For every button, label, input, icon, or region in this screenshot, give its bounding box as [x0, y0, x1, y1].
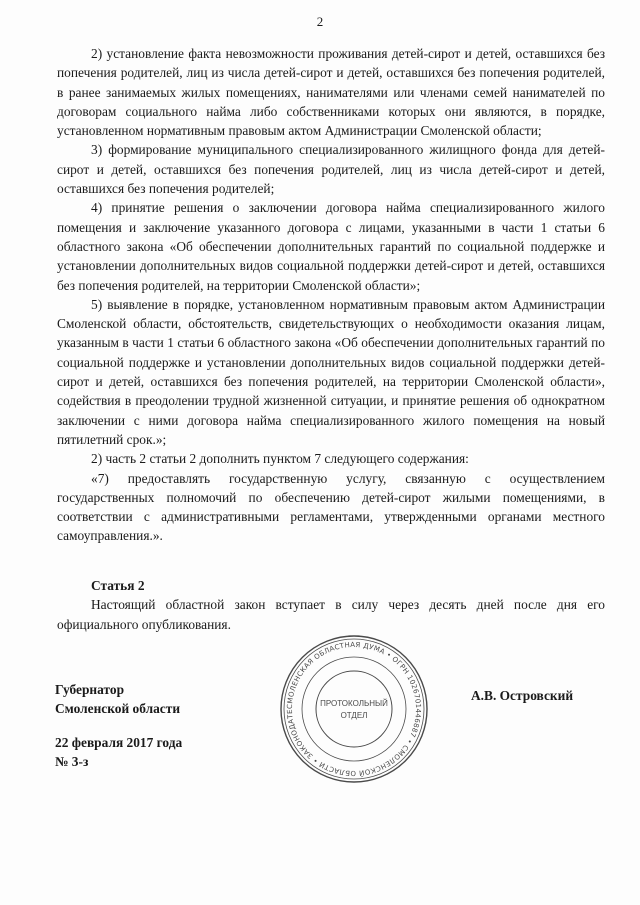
paragraph-item-2: 2) установление факта невозможности проживания детей-сирот и детей, оставшихся без попечения родителей, лиц из числа детей-сирот и детей, оставшихся без попечения родителей, в ранее занимаемых жилых помещениях, нанимателями или членами семей нанимателей по договорам социального найма либо собственниками которых они являются, в порядке, установленном нормативным правовым актом Администрации Смоленской области; [57, 46, 605, 139]
article-2-block [57, 576, 605, 634]
signatory-name: А.В. Островский [471, 688, 574, 703]
law-amendments-body [57, 44, 605, 546]
article-title: Статья 2 [91, 578, 145, 593]
paragraph-item-4: 4) принятие решения о заключении договора найма специализированного жилого помещения и заключение указанного договора с лицами, указанными в части 1 статьи 6 областного закона «Об обеспечении дополнительных гарантий по социальной поддержке и установлении дополнительных видов социальной поддержки детей-сирот и детей, оставшихся без попечения родителей, на территории Смоленской области»; [57, 200, 605, 293]
page-number: 2 [316, 14, 324, 29]
signing-date: 22 февраля 2017 года [55, 735, 183, 750]
paragraph-item-5: 5) выявление в порядке, установленном нормативным правовым актом Администрации Смоленской области, обстоятельств, свидетельствующих о необходимости оказания лицам, указанным в части 1 статьи 6 областного закона «Об обеспечении дополнительных гарантий по социальной поддержке и установлении дополнительных видов социальной поддержки детей-сирот и детей, оставшихся без попечения родителей, на территории Смоленской области», содействия в преодолении трудной жизненной ситуации, и принятие решения об однократном заключении с ними договора найма специализированного жилого помещения на новый пятилетний срок.»; [57, 296, 605, 447]
seal-ring-text: СМОЛЕНСКАЯ ОБЛАСТНАЯ ДУМА • ОГРН 1026701446887 • СМОЛЕНСКОЙ ОБЛАСТИ • ЗАКОНОДАТЕ [285, 640, 423, 778]
law-number: № 3-з [55, 754, 89, 769]
seal-icon [278, 633, 430, 785]
seal-center-line-1: ПРОТОКОЛЬНЫЙ [320, 699, 388, 708]
signing-info [55, 733, 182, 771]
paragraph-part-2: 2) часть 2 статьи 2 дополнить пунктом 7 следующего содержания: [91, 451, 469, 467]
official-seal [278, 633, 430, 785]
paragraph-item-3: 3) формирование муниципального специализированного жилищного фонда для детей-сирот и детей, оставшихся без попечения родителей, лиц из числа детей-сирот и детей, оставшихся без попечения родителей; [57, 142, 605, 197]
seal-center-line-2: ОТДЕЛ [340, 711, 368, 720]
paragraph-item-7: «7) предоставлять государственную услугу, связанную с осуществлением государственных полномочий по обеспечению детей-сирот жилыми помещениями, в соответствии с административными регламентами, утвержденными органами местного самоуправления.». [57, 470, 605, 544]
position-line-1: Губернатор [55, 682, 125, 697]
position-line-2: Смоленской области [55, 701, 181, 716]
signatory-position [55, 680, 180, 718]
article-text: Настоящий областной закон вступает в силу через десять дней после дня его официального опубликования. [57, 597, 605, 632]
